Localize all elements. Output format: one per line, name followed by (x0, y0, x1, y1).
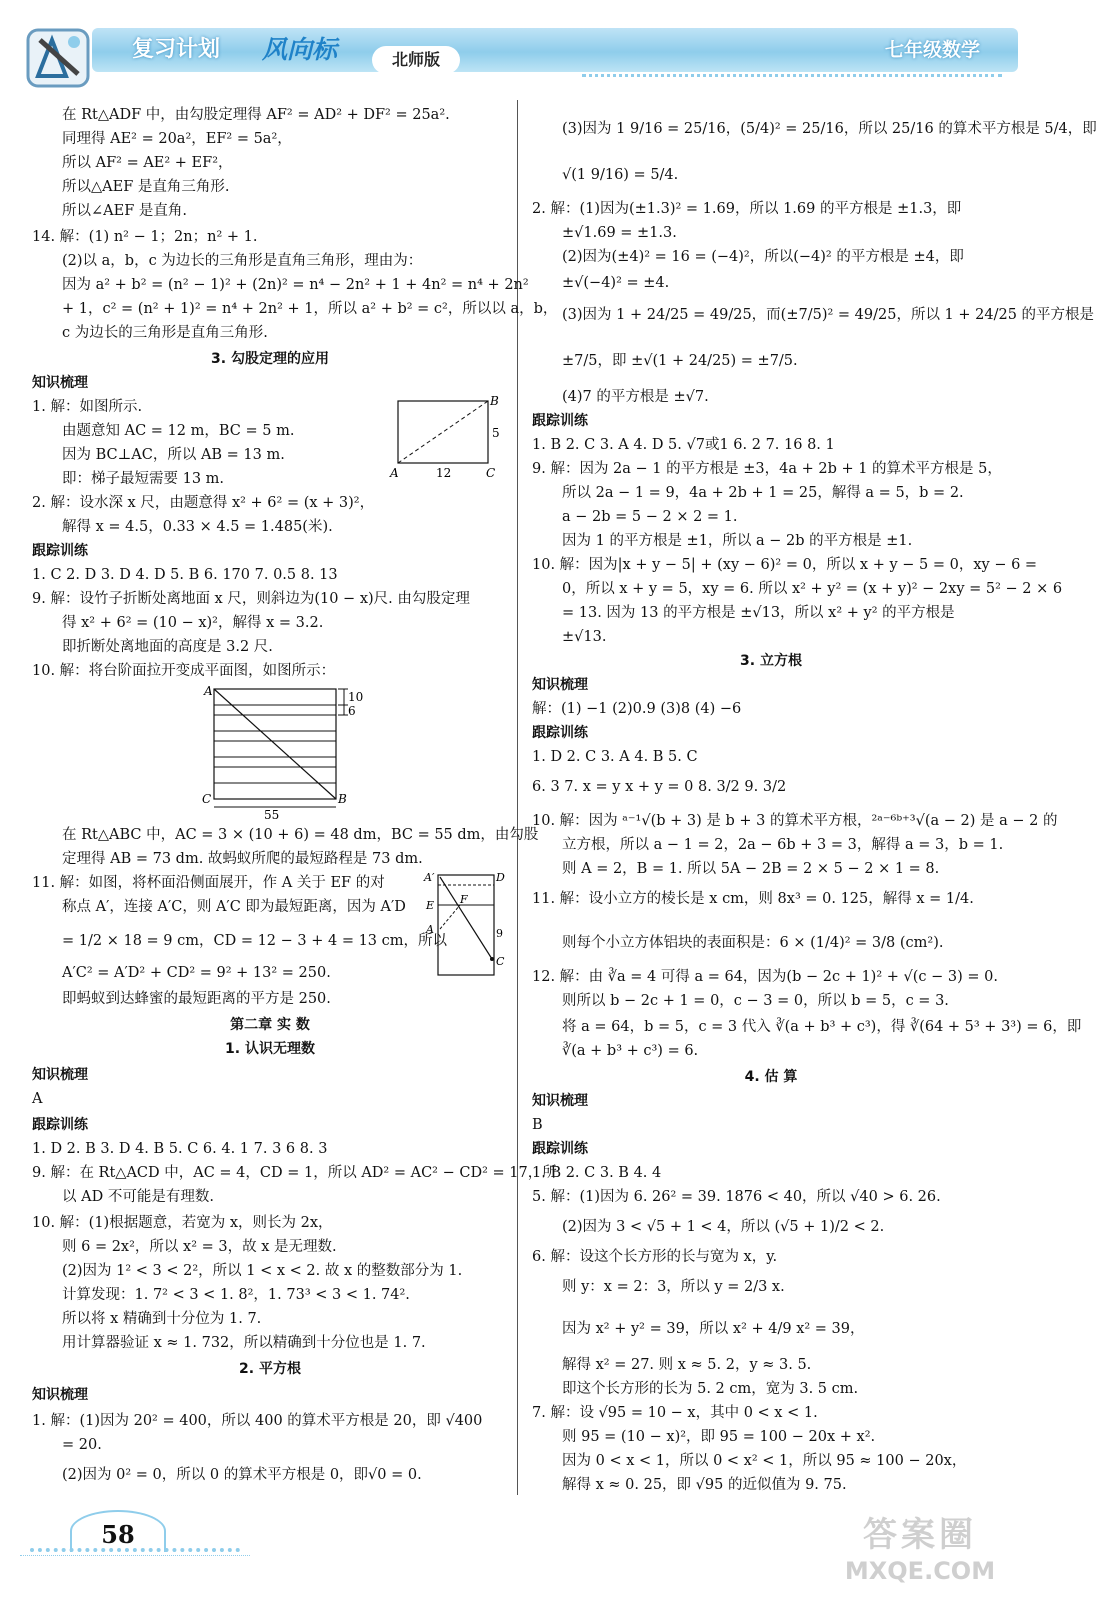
text-line: 即这个长方形的长为 5. 2 cm，宽为 3. 5 cm. (562, 1381, 859, 1397)
text-line: c 为边长的三角形是直角三角形. (62, 325, 268, 341)
text-line: 10. 解：将台阶面拉开变成平面图，如图所示： (32, 663, 336, 679)
text-line: 计算发现：1. 7² < 3 < 1. 8²，1. 73³ < 3 < 1. 74². (62, 1287, 410, 1303)
watermark (820, 1514, 1020, 1594)
text-line: 定理得 AB = 73 dm. 故蚂蚁所爬的最短路程是 73 dm. (62, 851, 423, 867)
text-line: 1. 解：如图所示. (32, 399, 143, 415)
footer-dots (30, 1548, 240, 1552)
text-line: ∛(a + b³ + c³) = 6. (562, 1043, 699, 1059)
text-line: ±√1.69 = ±1.3. (562, 225, 677, 241)
page-number: 58 (70, 1510, 166, 1552)
text-line: 得 x² + 6² = (10 − x)²，解得 x = 3.2. (62, 615, 324, 631)
text-line: A′C² = A′D² + CD² = 9² + 13² = 250. (62, 965, 331, 981)
text-line: 称点 A′，连接 A′C，则 A′C 即为最短距离，因为 A′D (62, 899, 406, 915)
text-line: 9. 解：因为 2a − 1 的平方根是 ±3，4a + 2b + 1 的算术平方根是 5， (532, 461, 1002, 477)
text-line: 6. 3 7. x = y x + y = 0 8. 3/2 9. 3/2 (532, 779, 787, 795)
text-line: ±√13. (562, 629, 607, 645)
text-line: 0，所以 x + y = 5，xy = 6. 所以 x² + y² = (x + y)² − 2xy = 5² − 2 × 6 (562, 581, 1063, 597)
text-line: ±√(−4)² = ±4. (562, 275, 670, 291)
text-line: 2. 解：设水深 x 尺，由题意得 x² + 6² = (x + 3)²， (32, 495, 375, 511)
chapter-title: 1. 认识无理数 (225, 1041, 315, 1057)
text-line: 12. 解：由 ∛a = 4 可得 a = 64，因为(b − 2c + 1)² + √(c − 3) = 0. (532, 969, 998, 985)
text-line: 所以△AEF 是直角三角形. (62, 179, 230, 195)
text-line: 由题意知 AC = 12 m，BC = 5 m. (62, 423, 295, 439)
text-line: 1. C 2. D 3. D 4. D 5. B 6. 170 7. 0.5 8. 13 (32, 567, 338, 583)
fig3-label-c: C (496, 955, 505, 968)
text-line: (2)因为 0² = 0，所以 0 的算术平方根是 0，即√0 = 0. (62, 1467, 422, 1483)
text-line: 7. 解：设 √95 = 10 − x，其中 0 < x < 1. (532, 1405, 818, 1421)
fig1-label-a: A (390, 466, 399, 480)
section-heading: 跟踪训练 (532, 1141, 588, 1157)
fig3-label-f: F (460, 893, 468, 906)
text-line: 6. 解：设这个长方形的长与宽为 x，y. (532, 1249, 778, 1265)
text-line: 解得 x = 4.5，0.33 × 4.5 = 1.485(米). (62, 519, 333, 535)
chapter-title: 3. 立方根 (740, 653, 802, 669)
fig2-label-a: A (204, 684, 213, 698)
fig1-length-bc: 5 (492, 426, 500, 440)
ladder-figure (390, 395, 508, 481)
fig1-length-ac: 12 (436, 466, 452, 480)
text-line: 因为 a² + b² = (n² − 1)² + (2n)² = n⁴ − 2n² + 1 + 4n² = n⁴ + 2n² (62, 277, 529, 293)
text-line: = 1/2 × 18 = 9 cm，CD = 12 − 3 + 4 = 13 cm，所以 (62, 933, 448, 949)
text-line: A (32, 1091, 43, 1107)
text-line: 将 a = 64，b = 5，c = 3 代入 ∛(a + b³ + c³)，得 ∛(64 + 5³ + 3³) = 6，即 (562, 1019, 1082, 1035)
text-line: a − 2b = 5 − 2 × 2 = 1. (562, 509, 738, 525)
text-line: (3)因为 1 + 24/25 = 49/25，而(±7/5)² = 49/25，所以 1 + 24/25 的平方根是 (562, 307, 1095, 323)
text-line: 所以 AF² = AE² + EF²， (62, 155, 233, 171)
text-line: 5. 解：(1)因为 6. 26² = 39. 1876 < 40，所以 √40 > 6. 26. (532, 1189, 941, 1205)
text-line: √(1 9/16) = 5/4. (562, 167, 679, 183)
section-heading: 跟踪训练 (532, 725, 588, 741)
watermark-text: 答案圈 (863, 1515, 977, 1555)
section-heading: 知识梳理 (532, 1093, 588, 1109)
text-line: 用计算器验证 x ≈ 1. 732，所以精确到十分位也是 1. 7. (62, 1335, 426, 1351)
text-line: 即折断处离地面的高度是 3.2 尺. (62, 639, 273, 655)
section-heading: 跟踪训练 (32, 1117, 88, 1133)
fig3-label-a: A (426, 923, 434, 936)
text-line: 10. 解：因为 ᵃ⁻¹√(b + 3) 是 b + 3 的算术平方根，²ᵃ⁻⁶ᵇ⁺³√(a − 2) 是 a − 2 的 (532, 813, 1058, 829)
text-line: 即：梯子最短需要 13 m. (62, 471, 225, 487)
text-line: 以 AD 不可能是有理数. (62, 1189, 214, 1205)
cup-figure (424, 869, 508, 981)
text-line: 所以 2a − 1 = 9，4a + 2b + 1 = 25，解得 a = 5，b = 2. (562, 485, 964, 501)
text-line: 因为 0 < x < 1，所以 0 < x² < 1，所以 95 ≈ 100 − 20x， (562, 1453, 967, 1469)
text-line: = 20. (62, 1437, 102, 1453)
series-title: 复习计划 (132, 37, 221, 62)
fig3-label-a-prime: A′ (424, 871, 435, 884)
text-line: 解得 x ≈ 0. 25，即 √95 的近似值为 9. 75. (562, 1477, 847, 1493)
text-line: 则所以 b − 2c + 1 = 0，c − 3 = 0，所以 b = 5，c = 3. (562, 993, 949, 1009)
text-line: 因为 BC⊥AC，所以 AB = 13 m. (62, 447, 285, 463)
fig3-label-e: E (426, 899, 435, 912)
text-line: 所以将 x 精确到十分位为 1. 7. (62, 1311, 262, 1327)
text-line: = 13. 因为 13 的平方根是 ±√13，所以 x² + y² 的平方根是 (562, 605, 955, 621)
stairs-figure (198, 683, 368, 821)
text-line: 则每个小立方体铝块的表面积是：6 × (1/4)² = 3/8 (cm²). (562, 935, 944, 951)
chapter-title: 3. 勾股定理的应用 (211, 351, 329, 367)
fig2-label-c: C (202, 792, 212, 806)
text-line: 9. 解：设竹子折断处离地面 x 尺，则斜边为(10 − x)尺. 由勾股定理 (32, 591, 470, 607)
fig2-label-b: B (338, 792, 347, 806)
text-line: 9. 解：在 Rt△ACD 中，AC = 4，CD = 1，所以 AD² = AC² − CD² = 17，所 (32, 1165, 557, 1181)
text-line: B (532, 1117, 543, 1133)
text-line: 1. D 2. B 3. D 4. B 5. C 6. 4. 1 7. 3 6 8. 3 (32, 1141, 328, 1157)
text-line: + 1，c² = (n² + 1)² = n⁴ + 2n² + 1，所以 a² + b² = c²，所以以 a，b， (62, 301, 558, 317)
text-line: (2)以 a，b，c 为边长的三角形是直角三角形，理由为： (62, 253, 423, 269)
text-line: 11. 解：如图，将杯面沿侧面展开，作 A 关于 EF 的对 (32, 875, 385, 891)
section-heading: 知识梳理 (32, 375, 88, 391)
text-line: 2. 解：(1)因为(±1.3)² = 1.69，所以 1.69 的平方根是 ±1.3，即 (532, 201, 962, 217)
fig1-label-b: B (490, 394, 499, 408)
text-line: 在 Rt△ADF 中，由勾股定理得 AF² = AD² + DF² = 25a². (62, 107, 450, 123)
text-line: 解：(1) −1 (2)0.9 (3)8 (4) −6 (532, 701, 742, 717)
text-line: 10. 解：(1)根据题意，若宽为 x，则长为 2x， (32, 1215, 333, 1231)
chapter-title: 第二章 实 数 (230, 1017, 310, 1033)
fig3-distance: 9 (496, 927, 503, 940)
text-line: 1. B 2. C 3. B 4. 4 (532, 1165, 662, 1181)
text-line: 立方根，所以 a − 1 = 2，2a − 6b + 3 = 3，解得 a = 3，b = 1. (562, 837, 1004, 853)
header-banner (92, 28, 1018, 72)
text-line: ±7/5，即 ±√(1 + 24/25) = ±7/5. (562, 353, 798, 369)
text-line: (2)因为 1² < 3 < 2²，所以 1 < x < 2. 故 x 的整数部分为 1. (62, 1263, 463, 1279)
text-line: 在 Rt△ABC 中，AC = 3 × (10 + 6) = 48 dm，BC = 55 dm，由勾股 (62, 827, 539, 843)
header-dotted-line (582, 74, 1002, 83)
fig2-step-depth: 6 (348, 704, 356, 718)
page-header (22, 20, 1018, 94)
section-heading: 知识梳理 (32, 1067, 88, 1083)
text-line: 即蚂蚁到达蜂蜜的最短距离的平方是 250. (62, 991, 331, 1007)
text-line: (4)7 的平方根是 ±√7. (562, 389, 709, 405)
grade-subject: 七年级数学 (884, 39, 980, 61)
text-line: 14. 解：(1) n² − 1；2n；n² + 1. (32, 229, 258, 245)
section-heading: 知识梳理 (32, 1387, 88, 1403)
fig2-step-height: 10 (348, 690, 364, 704)
edition-badge: 北师版 (372, 46, 460, 74)
text-line: 1. D 2. C 3. A 4. B 5. C (532, 749, 698, 765)
text-line: 因为 x² + y² = 39，所以 x² + 4/9 x² = 39， (562, 1321, 865, 1337)
section-heading: 知识梳理 (532, 677, 588, 693)
text-line: 因为 1 的平方根是 ±1，所以 a − 2b 的平方根是 ±1. (562, 533, 913, 549)
text-line: 1. 解：(1)因为 20² = 400，所以 400 的算术平方根是 20，即 √400 (32, 1413, 483, 1429)
text-line: 则 95 = (10 − x)²，即 95 = 100 − 20x + x². (562, 1429, 876, 1445)
fig2-width: 55 (264, 808, 280, 822)
text-line: 1. B 2. C 3. A 4. D 5. √7或1 6. 2 7. 16 8. 1 (532, 437, 835, 453)
text-line: 所以∠AEF 是直角. (62, 203, 187, 219)
text-line: 11. 解：设小立方的棱长是 x cm，则 8x³ = 0. 125，解得 x = 1/4. (532, 891, 974, 907)
text-line: (2)因为(±4)² = 16 = (−4)²，所以(−4)² 的平方根是 ±4，即 (562, 249, 964, 265)
brand-logo-text: 风向标 (262, 35, 338, 64)
text-line: 则 A = 2，B = 1. 所以 5A − 2B = 2 × 5 − 2 × 1 = 8. (562, 861, 940, 877)
text-line: 则 6 = 2x²，所以 x² = 3，故 x 是无理数. (62, 1239, 337, 1255)
watermark-url: MXQE.COM (844, 1557, 996, 1585)
ruler-compass-logo-icon (22, 20, 94, 92)
chapter-title: 2. 平方根 (239, 1361, 301, 1377)
chapter-title: 4. 估 算 (744, 1069, 798, 1085)
text-line: 解得 x² = 27. 则 x ≈ 5. 2，y ≈ 3. 5. (562, 1357, 812, 1373)
text-line: 10. 解：因为|x + y − 5| + (xy − 6)² = 0，所以 x + y − 5 = 0，xy − 6 = (532, 557, 1038, 573)
text-line: (2)因为 3 < √5 + 1 < 4，所以 (√5 + 1)/2 < 2. (562, 1219, 885, 1235)
footer-line (20, 1555, 250, 1556)
text-line: (3)因为 1 9/16 = 25/16，(5/4)² = 25/16，所以 25/16 的算术平方根是 5/4，即 (562, 121, 1097, 137)
fig3-label-d: D (496, 871, 505, 884)
section-heading: 跟踪训练 (532, 413, 588, 429)
text-line: 则 y：x = 2：3，所以 y = 2/3 x. (562, 1279, 785, 1295)
fig1-label-c: C (486, 466, 496, 480)
text-line: 同理得 AE² = 20a²，EF² = 5a²， (62, 131, 292, 147)
section-heading: 跟踪训练 (32, 543, 88, 559)
